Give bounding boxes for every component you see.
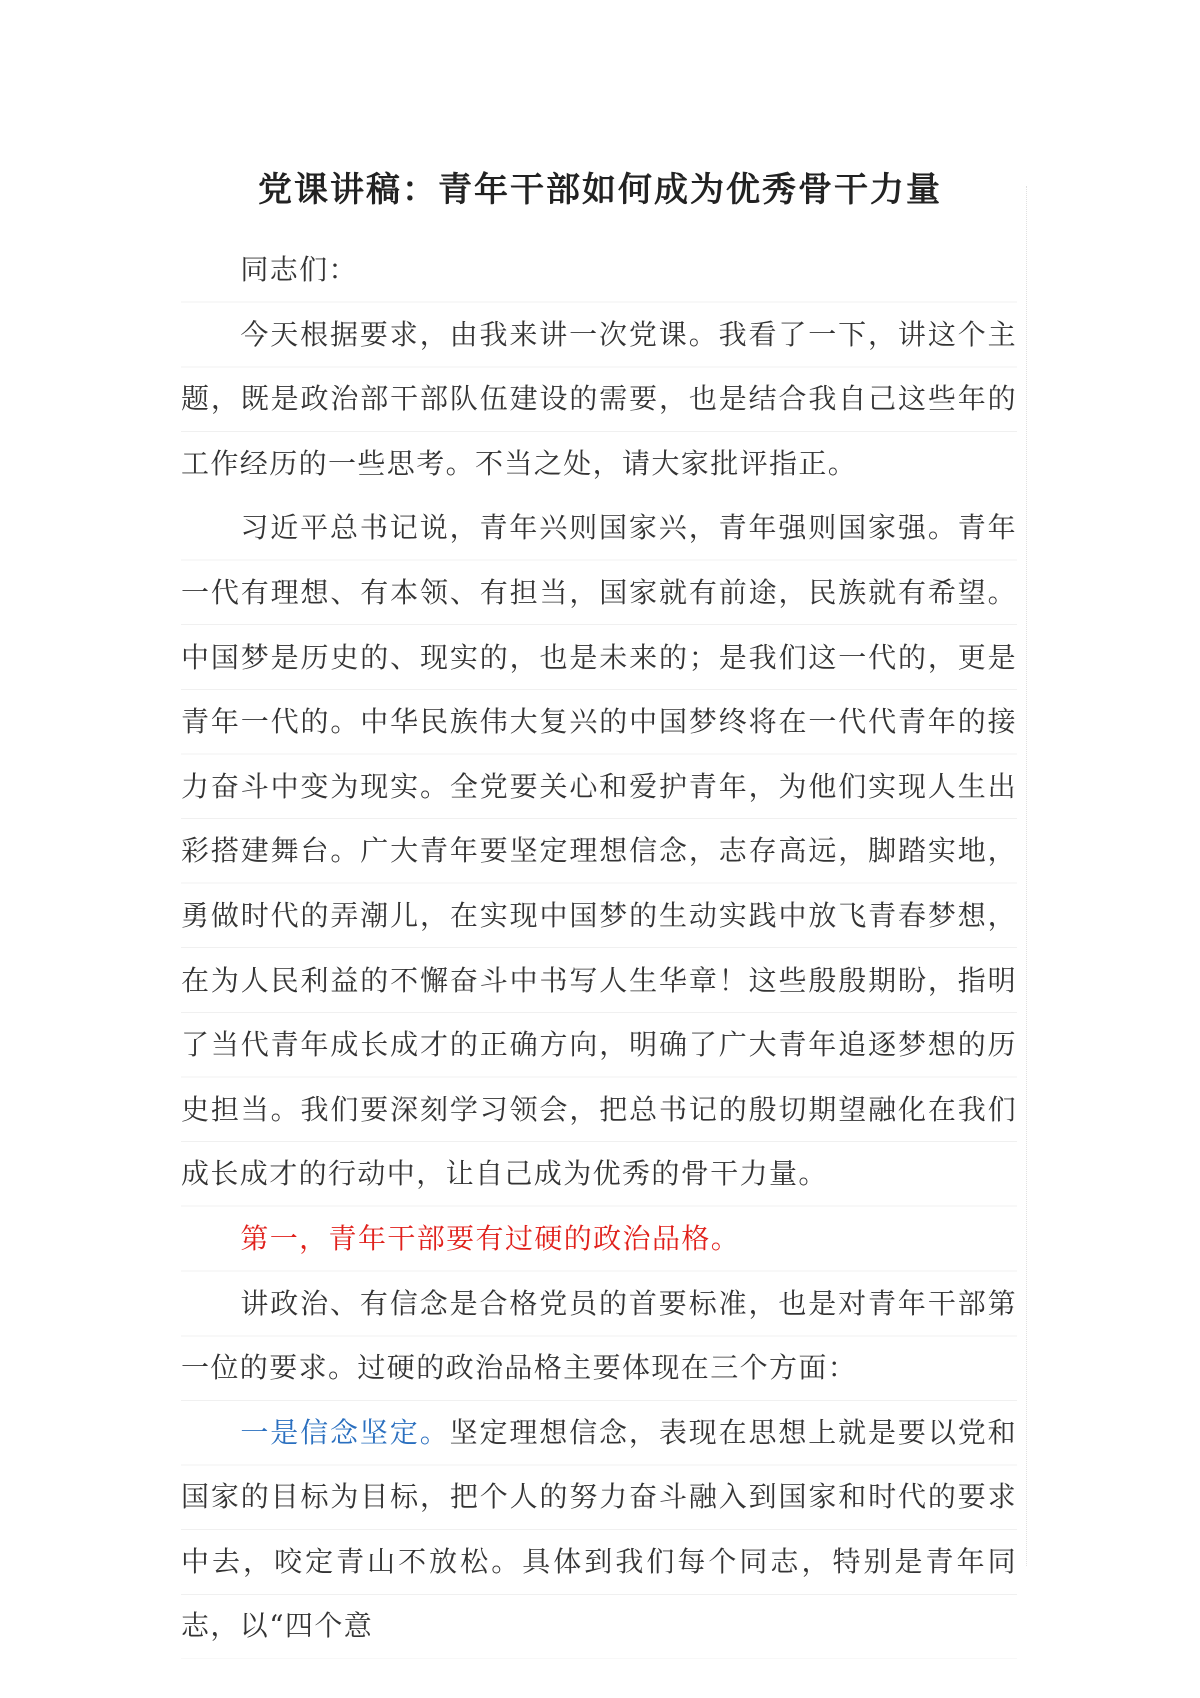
point-one-paragraph bbox=[181, 1401, 1017, 1659]
paragraph-intro: 今天根据要求，由我来讲一次党课。我看了一下，讲这个主题，既是政治部干部队伍建设的需要，也是结合我自己这些年的工作经历的一些思考。不当之处，请大家批评指正。 bbox=[181, 303, 1017, 497]
document-body bbox=[181, 238, 1017, 1659]
paragraph-xi-quote: 习近平总书记说，青年兴则国家兴，青年强则国家强。青年一代有理想、有本领、有担当，国家就有前途，民族就有希望。中国梦是历史的、现实的，也是未来的；是我们这一代的，更是青年一代的。中华民族伟大复兴的中国梦终将在一代代青年的接力奋斗中变为现实。全党要关心和爱护青年，为他们实现人生出彩搭建舞台。广大青年要坚定理想信念，志存高远，脚踏实地，勇做时代的弄潮儿，在实现中国梦的生动实践中放飞青春梦想，在为人民利益的不懈奋斗中书写人生华章！这些殷殷期盼，指明了当代青年成长成才的正确方向，明确了广大青年追逐梦想的历史担当。我们要深刻学习领会，把总书记的殷切期望融化在我们成长成才的行动中，让自己成为优秀的骨干力量。 bbox=[181, 496, 1017, 1207]
salutation: 同志们： bbox=[181, 238, 1017, 303]
point-one-text: 坚定理想信念，表现在思想上就是要以党和国家的目标为目标，把个人的努力奋斗融入到国家和时代的要求中去，咬定青山不放松。具体到我们每个同志，特别是青年同志，以“四个意 bbox=[181, 1415, 1017, 1643]
document-title: 党课讲稿：青年干部如何成为优秀骨干力量 bbox=[258, 170, 942, 210]
section-heading: 第一，青年干部要有过硬的政治品格。 bbox=[181, 1207, 1017, 1272]
point-one-label: 一是信念坚定。 bbox=[240, 1415, 450, 1449]
section-intro: 讲政治、有信念是合格党员的首要标准，也是对青年干部第一位的要求。过硬的政治品格主要体现在三个方面： bbox=[181, 1272, 1017, 1401]
margin-guide-line bbox=[1026, 186, 1027, 1566]
